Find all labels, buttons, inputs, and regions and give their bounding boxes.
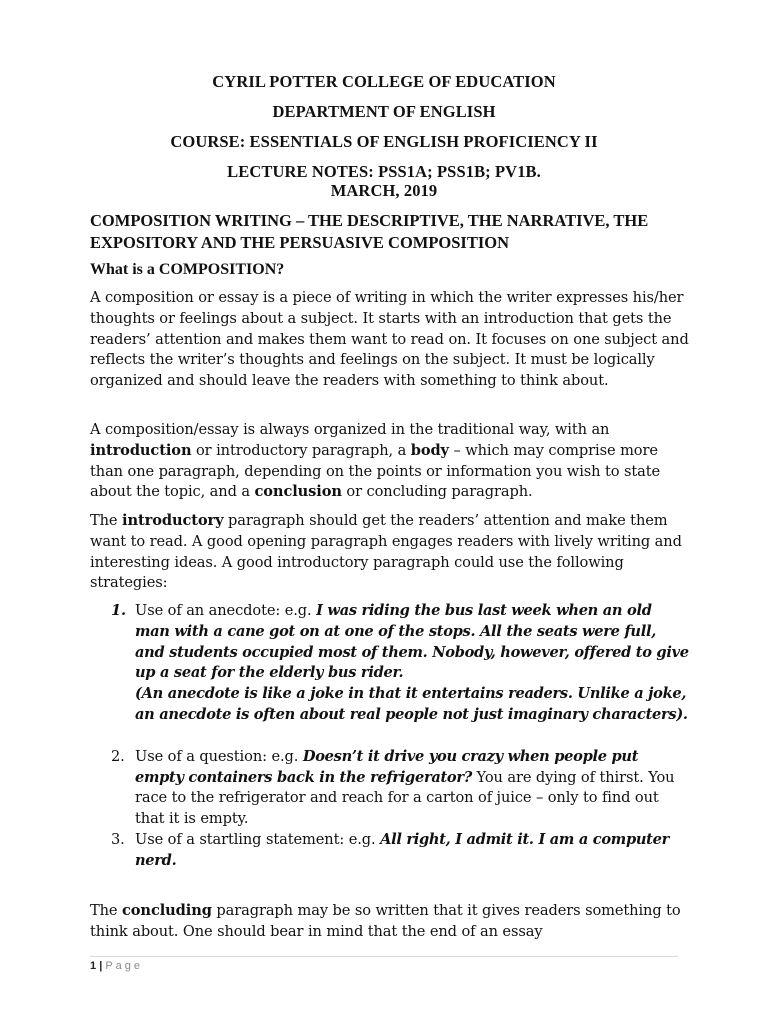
page-number: 1	[90, 960, 97, 972]
term-introductory: introductory	[122, 512, 224, 529]
example-text: All right, I admit it. I am a computer nerd.	[135, 830, 669, 869]
page-label: Page	[105, 960, 144, 972]
list-number: 3.	[111, 830, 125, 848]
paragraph-definition: A composition or essay is a piece of writing in which the writer expresses his/her thoughts or feelings about a subject. It starts with an introduction that gets the readers’ attention and makes them want to read on. It focuses on one subject and reflects the writer’s thoughts and feelings on the subject. It must be logically organized and should leave the readers with something to think about.	[90, 289, 689, 390]
strategy-list	[90, 601, 690, 872]
paragraph-introductory: The introductory paragraph should get the readers’ attention and make them want to read. A good opening paragraph engages readers with lively writing and interesting ideas. A good introductory paragraph could use the following strategies:	[90, 512, 682, 592]
footer-divider	[90, 956, 678, 957]
department-name: DEPARTMENT OF ENGLISH	[272, 102, 496, 121]
document-title: COMPOSITION WRITING – THE DESCRIPTIVE, THE NARRATIVE, THE EXPOSITORY AND THE PERSUASIVE COMPOSITION	[90, 211, 649, 252]
page-footer	[90, 960, 143, 972]
list-number: 1.	[111, 602, 127, 619]
list-item: 3. Use of a startling statement: e.g. All right, I admit it. I am a computer nerd.	[111, 830, 669, 869]
paragraph-organization: A composition/essay is always organized in the traditional way, with an introduction or introductory paragraph, a body – which may comprise more than one paragraph, depending on the points or information you wish to state about the topic, and a conclusion or concluding paragraph.	[90, 421, 661, 501]
paragraph-concluding: The concluding paragraph may be so written that it gives readers something to think about. One should bear in mind that the end of an essay	[90, 902, 681, 940]
example-text: I was riding the bus last week when an old man with a cane got on at one of the stops. All the seats were full, and students occupied most of them. Nobody, however, offered to give up a seat for the elderly bus rider.	[135, 602, 689, 682]
footer-separator: |	[99, 960, 103, 972]
term-concluding: concluding	[122, 902, 212, 919]
subheading: What is a COMPOSITION?	[90, 261, 285, 278]
example-text: Doesn’t it drive you crazy when people put empty containers back in the refrigerator?	[135, 747, 639, 786]
list-item: 1. Use of an anecdote: e.g. I was riding the bus last week when an old man with a cane got on at one of the stops. All the seats were full, and students occupied most of them. Nobody, however, offered to give up a seat for the elderly bus rider. (An anecdote is like a joke in that it entertains readers. Unlike a joke, an anecdote is often about real people not just imaginary characters).	[111, 602, 689, 723]
course-title: COURSE: ESSENTIALS OF ENGLISH PROFICIENCY II	[170, 132, 598, 151]
college-name: CYRIL POTTER COLLEGE OF EDUCATION	[212, 72, 556, 91]
list-number: 2.	[111, 747, 125, 765]
term-introduction: introduction	[90, 441, 192, 459]
lecture-notes: LECTURE NOTES: PSS1A; PSS1B; PV1B.	[227, 162, 541, 181]
term-conclusion: conclusion	[254, 483, 342, 501]
term-body: body	[410, 441, 449, 459]
note-text: (An anecdote is like a joke in that it entertains readers. Unlike a joke, an anecdote is often about real people not just imaginary characters).	[135, 685, 688, 723]
list-item: 2. Use of a question: e.g. Doesn’t it drive you crazy when people put empty containers back in the refrigerator? You are dying of thirst. You race to the refrigerator and reach for a carton of juice – only to find out that it is empty.	[111, 747, 675, 828]
date: MARCH, 2019	[330, 181, 438, 200]
